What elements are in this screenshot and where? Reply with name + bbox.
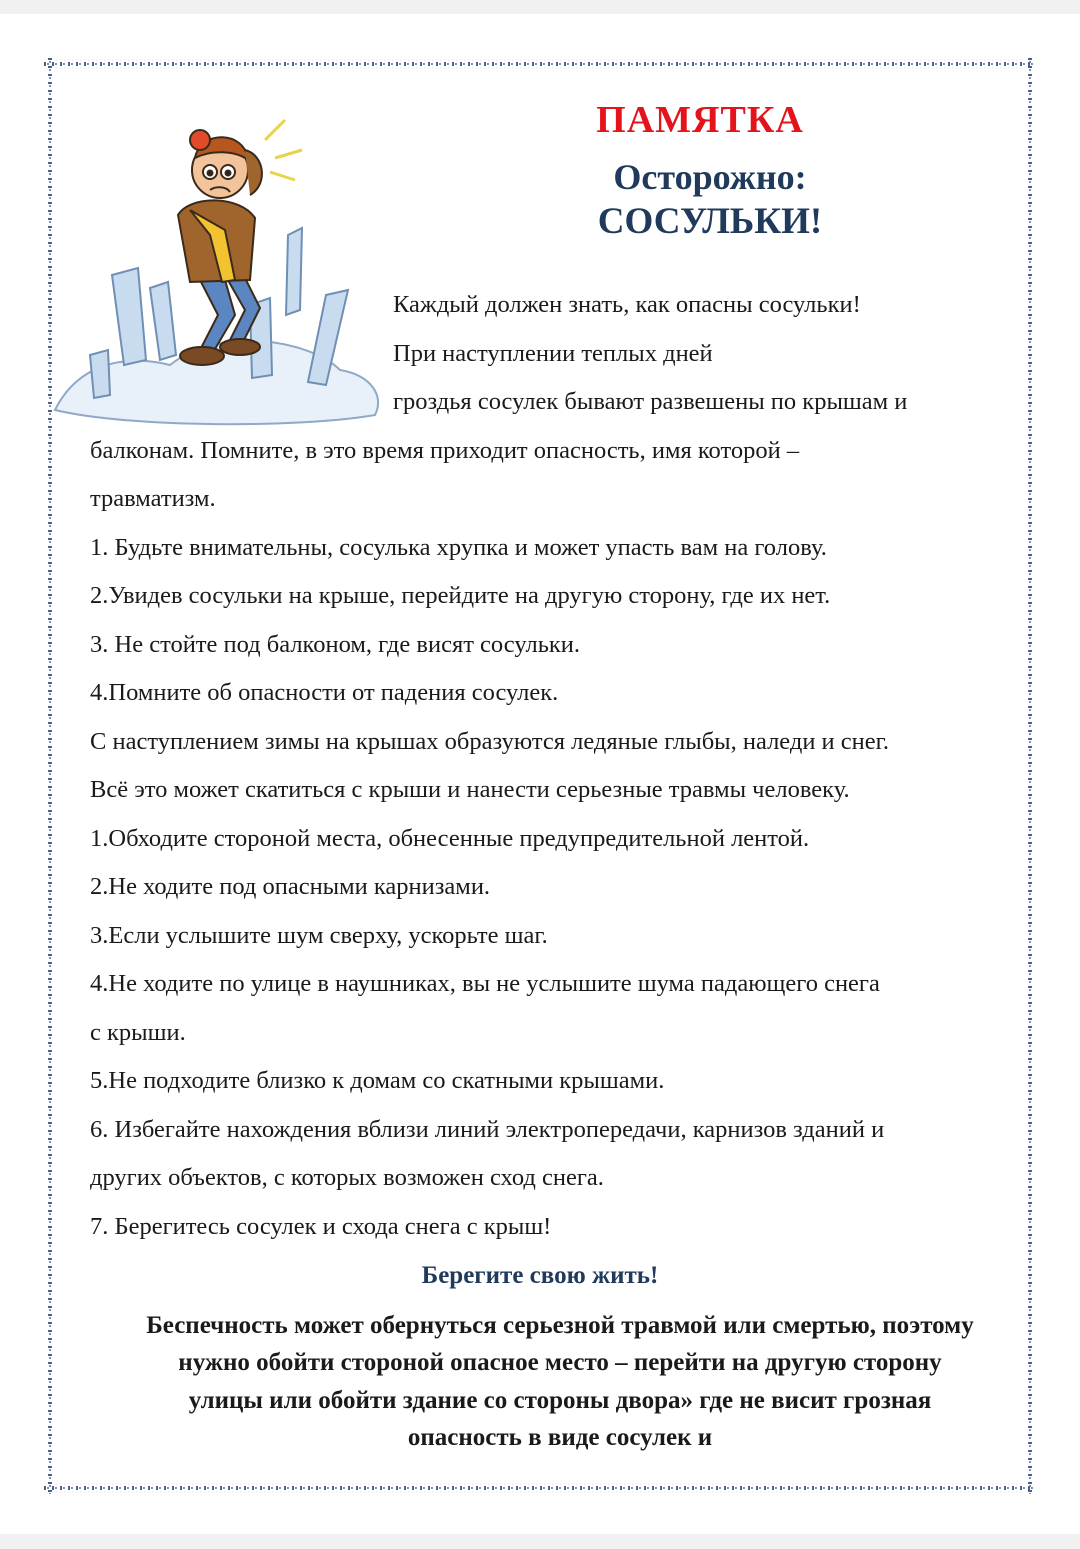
rule-item: 2.Не ходите под опасными карнизами. — [90, 873, 491, 900]
border-bottom — [44, 1482, 1036, 1494]
rule-item: 1. Будьте внимательны, сосулька хрупка и может упасть вам на голову. — [90, 534, 827, 561]
intro-line: При наступлении теплых дней — [393, 340, 713, 367]
warning-line: Беспечность может обернуться серьезной травмой или смертью, поэтому — [146, 1312, 974, 1339]
winter-intro-line: С наступлением зимы на крышах образуются ледяные глыбы, наледи и снег. — [90, 728, 890, 755]
rule-item: 5.Не подходите близко к домам со скатными крышами. — [90, 1067, 665, 1094]
warning-line: улицы или обойти здание со стороны двора» где не висит грозная — [188, 1387, 932, 1414]
rule-item: 4.Помните об опасности от падения сосулек. — [90, 679, 559, 706]
page-title: ПАМЯТКА — [596, 99, 804, 141]
intro-line: гроздья сосулек бывают развешены по крышам и — [393, 388, 908, 415]
intro-line: балконам. Помните, в это время приходит опасность, имя которой – — [90, 437, 800, 464]
rule-item: других объектов, с которых возможен сход снега. — [90, 1164, 604, 1191]
rule-item: 2.Увидев сосульки на крыше, перейдите на другую сторону, где их нет. — [90, 582, 831, 609]
rule-item: 3. Не стойте под балконом, где висят сосульки. — [90, 631, 581, 658]
motto: Берегите свою жить! — [421, 1262, 659, 1289]
rule-item: 4.Не ходите по улице в наушниках, вы не услышите шума падающего снега — [90, 970, 880, 997]
warning-line: опасность в виде сосулек и — [407, 1424, 713, 1451]
subtitle-line-2: СОСУЛЬКИ! — [597, 201, 823, 242]
boy-on-icicles-illustration — [50, 110, 390, 430]
rule-item: 7. Берегитесь сосулек и схода снега с крыш! — [90, 1213, 552, 1240]
rule-item: 6. Избегайте нахождения вблизи линий электропередачи, карнизов зданий и — [90, 1116, 885, 1143]
winter-intro-line: Всё это может скатиться с крыши и нанести серьезные травмы человеку. — [90, 776, 850, 803]
rule-item: с крыши. — [90, 1019, 186, 1046]
border-top — [44, 58, 1036, 70]
rule-item: 3.Если услышите шум сверху, ускорьте шаг. — [90, 922, 548, 949]
intro-line: Каждый должен знать, как опасны сосульки! — [393, 291, 861, 318]
subtitle-line-1: Осторожно: — [613, 157, 807, 197]
warning-line: нужно обойти стороной опасное место – перейти на другую сторону — [178, 1349, 942, 1376]
intro-line: травматизм. — [90, 485, 216, 512]
rule-item: 1.Обходите стороной места, обнесенные предупредительной лентой. — [90, 825, 810, 852]
